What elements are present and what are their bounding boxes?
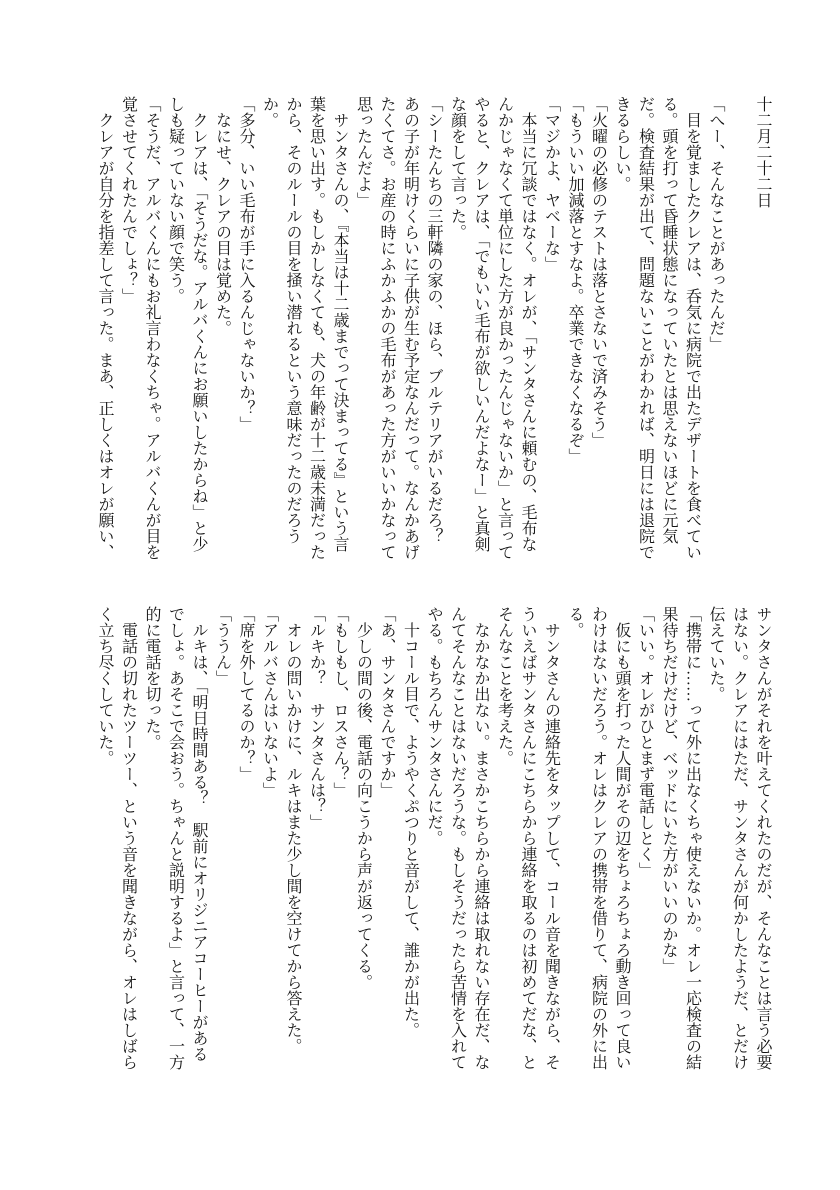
- top-text-block: [93, 96, 775, 570]
- text-line: る。頭を打って昏睡状態になっていたとは思えないほどに元気: [660, 96, 677, 544]
- text-line: 「マジかよ、ヤベーな」: [542, 96, 560, 272]
- text-line: 「ルキか？ サンタさんは？」: [307, 606, 325, 830]
- text-line: やる。もちろんサンタさんにだ。: [425, 606, 442, 846]
- text-line: ういえばサンタさんにこちらから連絡を取るのは初めてだな、と: [519, 606, 536, 1070]
- text-line: 「多分、いい毛布が手に入るんじゃないか？」: [237, 96, 254, 432]
- text-line: 「もしもし、ロスさん？」: [331, 606, 348, 798]
- text-line: 仮にも頭を打った人間がその辺をちょろちょろ動き回って良い: [613, 606, 630, 1070]
- text-line: な顔をして言った。: [448, 96, 466, 240]
- text-line: 十コール目で、ようやくぷつりと音がして、誰かが出た。: [401, 606, 419, 1038]
- text-line: 葉を思い出す。もしかしなくても、犬の年齢が十二歳未満だった: [307, 96, 325, 560]
- text-line: か。: [260, 96, 278, 128]
- text-line: る。: [566, 606, 583, 638]
- text-line: んてそんなことはないだろうな。もしそうだったら苦情を入れて: [448, 606, 466, 1070]
- text-line: く立ち尽くしていた。: [96, 606, 113, 766]
- text-line: 「シーたんちの三軒隣の家の、ほら、ブルテリアがいるだろ？: [425, 96, 442, 544]
- text-line: 目を覚ましたクレアは、呑気に病院で出たデザートを食べてい: [683, 96, 701, 560]
- text-line: わけはないだろう。オレはクレアの携帯を借りて、病院の外に出: [589, 606, 607, 1070]
- text-line: 的に電話を切った。: [143, 606, 160, 750]
- text-line: でしょ。あそこで会おう。ちゃんと説明するよ」と言って、一方: [166, 606, 184, 1070]
- text-line: きるらしい。: [613, 96, 630, 192]
- text-line: ルキは、「明日時間ある？ 駅前にオリジニアコーヒーがある: [190, 606, 207, 1062]
- text-line: 覚させてくれたんでしょ？」: [119, 96, 137, 304]
- text-line: オレの問いかけに、ルキはまた少し間を空けてから答えた。: [284, 606, 301, 1054]
- text-line: そんなことを考えた。: [495, 606, 513, 766]
- text-line: なにせ、クレアの目は覚めた。: [213, 96, 231, 336]
- text-line: 「ううん」: [213, 606, 231, 686]
- bottom-text-block: [93, 606, 775, 1080]
- text-line: 「そうだ、アルバくんにもお礼言わなくちゃ。アルバくんが目を: [143, 96, 160, 560]
- text-line: サンタさんの、『本当は十二歳までって決まってる』という言: [331, 96, 348, 552]
- text-line: サンタさんがそれを叶えてくれたのだが、そんなことは言う必要: [754, 606, 771, 1070]
- text-line: から、そのルールの目を掻い潜れるという意味だったのだろう: [284, 96, 301, 544]
- text-line: クレアは、「そうだな。アルバくんにお願いしたからね」と少: [190, 96, 207, 552]
- text-line: あの子が年明けくらいに子供が生む予定なんだって。なんかあげ: [401, 96, 419, 560]
- text-line: しも疑っていない顔で笑う。: [166, 96, 184, 304]
- text-line: クレアが自分を指差して言った。まあ、正しくはオレが願い、: [96, 96, 113, 560]
- text-line: 「あ、サンタさんですか」: [378, 606, 395, 798]
- text-line: 「携帯に……って外に出なくちゃ使えないか。オレ一応検査の結: [683, 606, 701, 1070]
- text-line: んかじゃなくて単位にした方が良かったんじゃないか」と言って: [495, 96, 513, 560]
- text-line: だ。検査結果が出て、問題ないことがわかれば、明日には退院で: [636, 96, 654, 560]
- text-line: 「いい。オレがひとまず電話しとく」: [636, 606, 654, 878]
- text-line: 果待ちだけだけど、ベッドにいた方がいいのかな」: [660, 606, 677, 974]
- text-line: たくてさ。お産の時にふかふかの毛布があった方がいいかなって: [378, 96, 395, 560]
- text-line: はない。クレアにはただ、サンタさんが何かしたようだ、とだけ: [730, 606, 748, 1070]
- text-line: 「アルバさんはいないよ」: [260, 606, 278, 798]
- text-line: 「へー、そんなことがあったんだ」: [707, 96, 724, 352]
- date-heading: 十二月二十二日: [754, 96, 771, 208]
- text-line: 伝えていた。: [707, 606, 724, 702]
- text-line: 「火曜の必修のテストは落とさないで済みそう」: [589, 96, 607, 448]
- text-line: 思ったんだよ」: [354, 96, 372, 208]
- text-line: やると、クレアは、「でもいい毛布が欲しいんだよなー」と真剣: [472, 96, 489, 552]
- text-line: なかなか出ない。まさかこちらから連絡は取れない存在だ、な: [472, 606, 489, 1070]
- text-line: 電話の切れたツーツー、という音を聞きながら、オレはしばら: [119, 606, 137, 1070]
- text-line: 本当に冗談ではなく。オレが、「サンタさんに頼むの、毛布な: [519, 96, 536, 552]
- text-line: 少しの間の後、電話の向こうから声が返ってくる。: [354, 606, 372, 990]
- text-line: 「もういい加減落とすなよ。卒業できなくなるぞ」: [566, 96, 583, 464]
- text-line: 「席を外してるのか？」: [237, 606, 254, 782]
- text-line: サンタさんの連絡先をタップして、コール音を聞きながら、そ: [542, 606, 560, 1070]
